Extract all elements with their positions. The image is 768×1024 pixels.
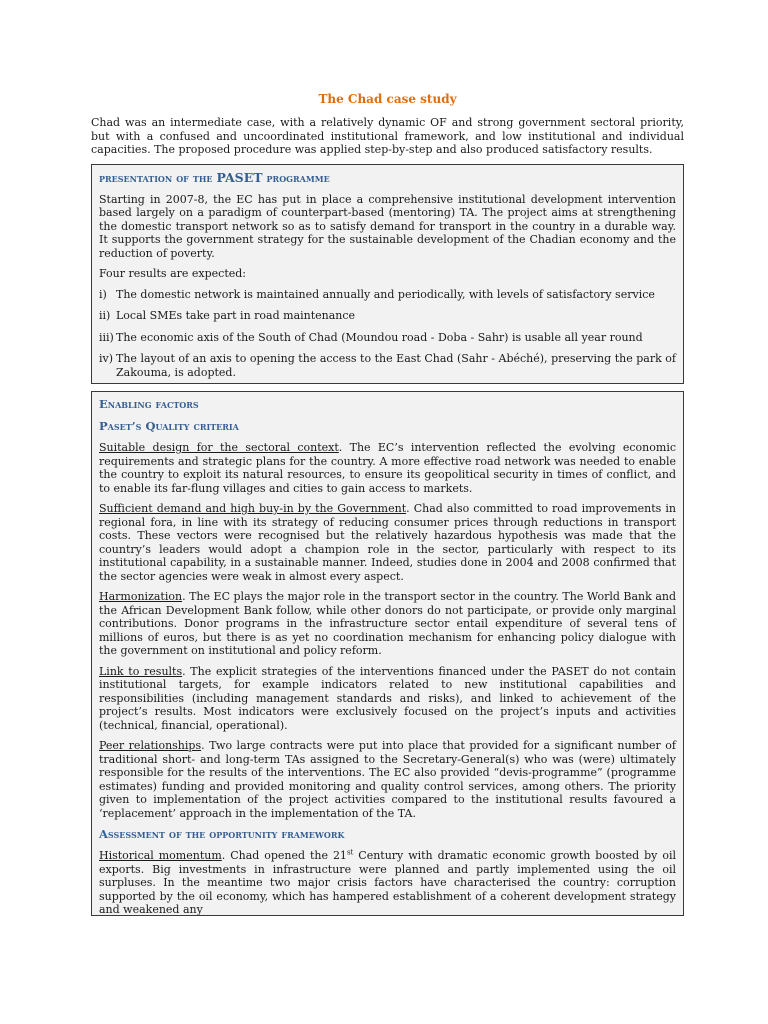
criterion-paragraph xyxy=(99,441,676,495)
box1-results-intro: Four results are expected: xyxy=(99,267,246,280)
enabling-factors-box xyxy=(91,391,684,916)
criterion-label: Suitable design for the sectoral context xyxy=(99,441,339,454)
criterion-paragraph xyxy=(99,739,676,820)
criterion-label: Link to results xyxy=(99,664,183,678)
box1-heading-pre: presentation of the xyxy=(99,170,217,185)
criterion-paragraph xyxy=(99,590,676,658)
criterion-label: Historical momentum xyxy=(99,849,222,862)
page-title: The Chad case study xyxy=(318,92,457,106)
result-text: Local SMEs take part in road maintenance xyxy=(116,309,356,322)
result-number: iv) xyxy=(99,352,114,365)
result-number: i) xyxy=(99,287,107,301)
result-text: The layout of an axis to opening the access to the East Chad (Sahr - Abéché), preserving the park of Zakouma, is adopted. xyxy=(116,352,676,379)
criterion-paragraph xyxy=(99,502,676,583)
criterion-text: . Two large contracts were put into place that provided for a significant number of traditional short- and long-term TAs assigned to the Secretary-General(s) who was (were) ultimately responsible for the results of the interventions. The EC also provided “devis-programme” (programme estimates) funding and provided monitoring and quality control services, among others. The priority given to implementation of the project activities compared to the institutional results favoured a ‘replacement’ approach in the implementation of the TA. xyxy=(99,739,676,820)
criterion-text: Century with dramatic economic growth boosted by oil exports. Big investments in infrastructure were planned and partly implemented using the oil surpluses. In the meantime two major crisis factors have characterised the country: corruption supported by the oil economy, which has hampered establishment of a coherent development strategy and weakened any xyxy=(99,849,676,916)
intro-paragraph: Chad was an intermediate case, with a relatively dynamic OF and strong government sectoral priority, but with a confused and uncoordinated institutional framework, and low institutional and individual capacities. The proposed procedure was applied step-by-step and also produced satisfactory results. xyxy=(91,116,684,156)
criterion-label: Harmonization xyxy=(99,590,183,603)
criterion-paragraph xyxy=(99,665,676,733)
criterion-label: Peer relationships xyxy=(99,739,202,752)
quality-criteria-heading: Paset’s Quality criteria xyxy=(99,419,239,433)
paset-presentation-box xyxy=(91,164,684,385)
result-item xyxy=(99,309,676,323)
enabling-factors-heading: Enabling factors xyxy=(99,397,199,411)
document-page xyxy=(91,92,684,923)
result-item xyxy=(99,331,676,345)
box1-heading-post: programme xyxy=(262,170,330,185)
criterion-label: Sufficient demand and high buy-in by the Government xyxy=(99,502,407,515)
criterion-text: . Chad also committed to road improvements in regional fora, in line with its strategy of reducing consumer prices through reductions in transport costs. These vectors were recognised but the relatively hazardous hypothesis was made that the country’s leaders would adopt a champion role in the sector, particularly with respect to its institutional capability, in a sustainable manner. Indeed, studies done in 2004 and 2008 confirmed that the sector agencies were weak in almost every aspect. xyxy=(99,502,676,583)
criterion-text: . The explicit strategies of the interventions financed under the PASET do not contain institutional targets, for example indicators related to new institutional capabilities and responsibilities (including management standards and risks), and linked to achievement of the project’s results. Most indicators were exclusively focused on the project’s inputs and activities (technical, financial, operational). xyxy=(99,664,676,732)
box1-heading-acronym: PASET xyxy=(216,169,263,185)
historical-momentum-paragraph xyxy=(99,849,676,916)
result-text: The economic axis of the South of Chad (Moundou road - Doba - Sahr) is usable all year round xyxy=(116,330,643,344)
criterion-text: . The EC’s intervention reflected the evolving economic requirements and strategic plans for the country. A more effective road network was needed to enable the country to exploit its natural resources, to ensure its geopolitical security in times of conflict, and to enable its far-flung villages and cities to gain access to markets. xyxy=(99,441,676,495)
criterion-text: . The EC plays the major role in the transport sector in the country. The World Bank and the African Development Bank follow, while other donors do not participate, or provide only marginal contributions. Donor programs in the infrastructure sector entail expenditure of several tens of millions of euros, but there is as yet no coordination mechanism for enhancing policy dialogue with the government on institutional and policy reform. xyxy=(99,590,676,657)
result-number: ii) xyxy=(99,309,111,322)
opportunity-framework-heading: Assessment of the opportunity framework xyxy=(99,827,345,841)
result-number: iii) xyxy=(99,330,114,344)
box1-paragraph: Starting in 2007-8, the EC has put in place a comprehensive institutional development intervention based largely on a paradigm of counterpart-based (mentoring) TA. The project aims at strengthening the domestic transport network so as to satisfy demand for transport in the country in a durable way. It supports the government strategy for the sustainable development of the Chadian economy and the reduction of poverty. xyxy=(99,192,676,260)
criterion-text: . Chad opened the 21 xyxy=(221,849,347,862)
result-text: The domestic network is maintained annually and periodically, with levels of satisfactory service xyxy=(116,287,655,301)
result-item xyxy=(99,288,676,302)
ordinal-suffix: st xyxy=(346,848,354,857)
box1-heading xyxy=(99,170,676,185)
result-item xyxy=(99,352,676,379)
